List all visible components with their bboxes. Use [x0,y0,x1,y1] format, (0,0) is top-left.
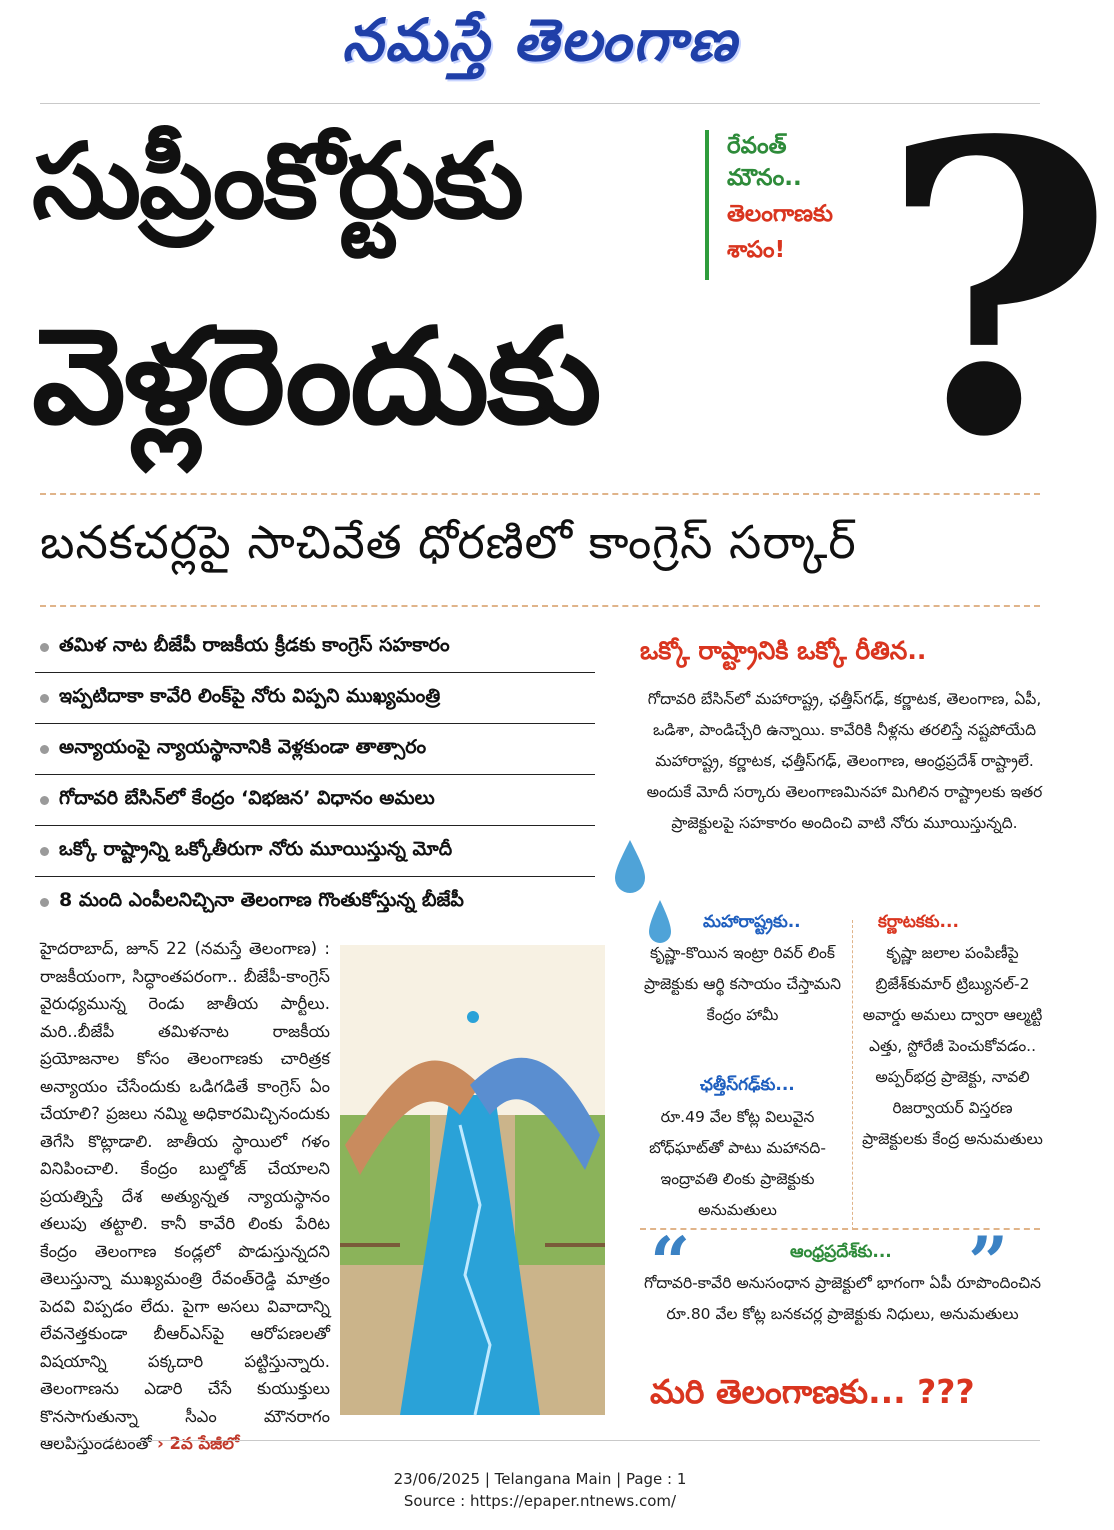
right-section-intro: గోదావరి బేసిన్‌లో మహారాష్ట్ర, ఛత్తీస్‌గఢ్, కర్ణాటక, తెలంగాణ, ఏపీ, ఒడిశా, పాండిచ్చేరి ఉన్నాయి. కావేరికి నీళ్లను తరలిస్తే నష్టపోయేది మహారాష్ట్ర, కర్ణాటక, ఛత్తీస్‌గఢ్, తెలంగాణ, ఆంధ్రప్రదేశ్ రాష్ట్రాలే. అందుకే మోదీ సర్కారు తెలంగాణమినహా మిగిలిన రాష్ట్రాలకు ఇతర ప్రాజెక్టులపై సహకారం అందించి వాటి నోరు మూయిస్తున్నది. [646,690,1043,832]
sidebar-red-line-1: తెలంగాణకు [727,201,834,227]
newspaper-logo: నమస్తే తెలంగాణ [342,6,738,74]
column-divider [852,920,853,1230]
illustration-hands-squeezing-river [340,945,605,1415]
list-item: ఇప్పటిదాకా కావేరి లింక్‌పై నోరు విప్పని ముఖ్యమంత్రి [35,673,595,724]
right-section-title: ఒక్కో రాష్ట్రానికి ఒక్కో రీతిన.. [640,636,927,665]
bullet-dot-icon [40,847,49,856]
article-text: హైదరాబాద్, జూన్ 22 (నమస్తే తెలంగాణ) : రాజకీయంగా, సిద్ధాంతపరంగా.. బీజేపీ-కాంగ్రెస్ వైరుధ్యమున్న రెండు జాతీయ పార్టీలు. మరి..బీజేపీ తమిళనాట రాజకీయ ప్రయోజనాల కోసం తెలంగాణకు చారిత్రక అన్యాయం చేసేందుకు ఒడిగడితే కాంగ్రెస్ ఏం చేయాలి? ప్రజలు నమ్మి అధికారమిచ్చినందుకు తెగేసి కొట్లాడాలి. జాతీయ స్థాయిలో గళం వినిపించాలి. కేంద్రం బుల్డోజ్ చేయాలని ప్రయత్నిస్తే దేశ అత్యున్నత న్యాయస్థానం తలుపు తట్టాలి. కానీ కావేరి లింకు పేరిట కేంద్రం తెలంగాణ కండ్లలో పొడుస్తున్నదని తెలుస్తున్నా ముఖ్యమంత్రి రేవంత్‌రెడ్డి మాత్రం పెదవి విప్పడం లేదు. పైగా అసలు వివాదాన్ని లేవనెత్తకుండా బీఆర్‌ఎస్‌పై ఆరోపణలతో విషయాన్ని పక్కదారి పట్టిస్తున్నారు. తెలంగాణను ఎడారి చేసే కుయుక్తులు కొనసాగుతున్నా సీఎం మౌనరాగం ఆలపిస్తుండటంతో [40,939,330,1453]
bullet-dot-icon [40,694,49,703]
chhattisgarh-title: ఛత్తీస్‌గఢ్‌కు... [700,1075,795,1095]
headline-line-2: వెళ్లరెందుకు [32,300,600,454]
headline-line-1: సుప్రీంకోర్టుకు [32,120,522,242]
highlight-bullets [35,622,595,927]
article-body [40,935,330,1453]
bullet-dot-icon [40,745,49,754]
andhra-pradesh-title: ఆంధ్రప్రదేశ్‌కు... [790,1242,892,1262]
chhattisgarh-text: రూ.49 వేల కోట్ల విలువైన బోధ్‌ఘాట్‌తో పాటు మహానది-ఇంద్రావతి లింకు ప్రాజెక్టుకు అనుమతులు [649,1108,826,1219]
headline-divider [40,493,1040,495]
sidebar-red-line-2: శాపం! [727,237,786,263]
bullet-dot-icon [40,643,49,652]
sidebar-green-line-1: రేవంత్ [727,133,787,159]
subheadline-divider [40,605,1040,607]
bullet-dot-icon [40,796,49,805]
continued-on-page-link[interactable]: › 2వ పేజీలో [156,1434,240,1453]
maharashtra-title: మహారాష్ట్రకు.. [703,912,801,932]
sidebar-green-line-2: మౌనం.. [727,165,802,191]
final-question: మరి తెలంగాణకు... ??? [650,1372,975,1411]
footer-divider [40,1440,1040,1441]
headline-sidebar [705,130,877,280]
list-item: తమిళ నాట బీజేపీ రాజకీయ క్రీడకు కాంగ్రెస్ సహకారం [35,622,595,673]
maharashtra-text: కృష్ణా-కొయిన ఇంట్రా రివర్ లింక్ ప్రాజెక్టుకు ఆర్థి కసాయం చేస్తామని కేంద్రం హామీ [644,944,841,1024]
andhra-pradesh-text: గోదావరి-కావేరి అనుసంధాన ప్రాజెక్టులో భాగంగా ఏపీ రూపొందించిన రూ.80 వేల కోట్ల బనకచర్ల ప్రాజెక్టుకు నిధులు, అనుమతులు [643,1274,1042,1323]
headline-question-mark: ? [880,55,1114,525]
karnataka-title: కర్ణాటకకు... [878,912,959,932]
karnataka-text: కృష్ణా జలాల పంపిణీపై బ్రిజేశ్‌కుమార్ ట్రిబ్యునల్-2 అవార్డు అమలు ద్వారా ఆల్మట్టి ఎత్తు, స్టోరేజీ పెంచుకోవడం.. అప్పర్‌భద్ర ప్రాజెక్టు, నావలి రిజర్వాయర్ విస్తరణ ప్రాజెక్టులకు కేంద్ర అనుమతులు [862,944,1043,1148]
list-item: 8 మంది ఎంపీలనిచ్చినా తెలంగాణ గొంతుకోస్తున్న బీజేపీ [35,877,595,927]
open-quote-icon: “ [650,1221,691,1304]
bullet-dot-icon [40,898,49,907]
subheadline: బనకచర్లపై సాచివేత ధోరణిలో కాంగ్రెస్ సర్కార్ [40,515,857,569]
list-item: అన్యాయంపై న్యాయస్థానానికి వెళ్లకుండా తాత్సారం [35,724,595,775]
footer-source-line[interactable]: Source : https://epaper.ntnews.com/ [403,1492,677,1510]
footer-date-line: 23/06/2025 | Telangana Main | Page : 1 [393,1470,687,1488]
list-item: ఒక్కో రాష్ట్రాన్ని ఒక్కోతీరుగా నోరు మూయిస్తున్న మోదీ [35,826,595,877]
close-quote-icon: ” [968,1221,1009,1304]
list-item: గోదావరి బేసిన్‌లో కేంద్రం ‘విభజన’ విధానం అమలు [35,775,595,826]
